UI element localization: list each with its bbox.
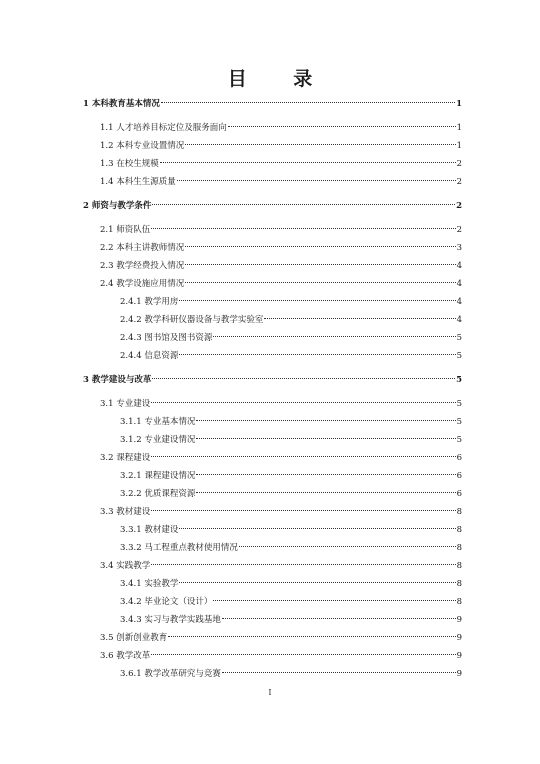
dot-leader (264, 318, 455, 319)
toc-entry[interactable] (120, 596, 462, 608)
toc-entry-page: 5 (456, 399, 462, 409)
toc-entry[interactable] (100, 158, 462, 170)
dot-leader (179, 300, 455, 301)
toc-entry-label: 2.4.3 图书馆及图书资源 (120, 333, 213, 343)
toc-entry[interactable] (120, 434, 462, 446)
toc-entry[interactable] (100, 140, 462, 152)
toc-entry-label: 3.6 教学改革 (100, 651, 151, 661)
toc-entry-label: 3.1.2 专业建设情况 (120, 435, 196, 445)
toc-entry-label: 3.3.1 教材建设 (120, 525, 179, 535)
dot-leader (152, 378, 455, 379)
toc-entry-label: 3.1 专业建设 (100, 399, 151, 409)
toc-entry-label: 2.2 本科主讲教师情况 (100, 243, 185, 253)
dot-leader (213, 600, 455, 601)
dot-leader (161, 102, 455, 103)
dot-leader (160, 162, 456, 163)
toc-entry[interactable] (83, 200, 462, 212)
toc-entry-page: 6 (456, 489, 462, 499)
toc-entry-page: 4 (456, 297, 462, 307)
toc-entry[interactable] (100, 632, 462, 644)
dot-leader (222, 672, 456, 673)
toc-entry-label: 1.3 在校生规模 (100, 159, 159, 169)
toc-entry[interactable] (100, 242, 462, 254)
toc-entry-page: 5 (456, 435, 462, 445)
toc-entry-page: 2 (456, 201, 462, 211)
toc-entry[interactable] (100, 122, 462, 134)
toc-entry-label: 3.4.2 毕业论文（设计） (120, 597, 213, 607)
dot-leader (196, 420, 455, 421)
dot-leader (185, 144, 455, 145)
toc-entry-label: 2 师资与教学条件 (83, 201, 152, 211)
toc-entry-page: 5 (456, 375, 462, 385)
toc-entry[interactable] (120, 416, 462, 428)
toc-entry-label: 1 本科教育基本情况 (83, 99, 160, 109)
toc-entry[interactable] (120, 524, 462, 536)
toc-entry-label: 3 教学建设与改革 (83, 375, 152, 385)
toc-entry-page: 9 (456, 669, 462, 679)
toc-entry-page: 2 (456, 159, 462, 169)
toc-entry[interactable] (120, 332, 462, 344)
toc-entry-label: 3.6.1 教学改革研究与竞赛 (120, 669, 221, 679)
dot-leader (168, 636, 455, 637)
dot-leader (151, 654, 455, 655)
toc-entry-page: 6 (456, 471, 462, 481)
toc-entry-page: 5 (456, 417, 462, 427)
dot-leader (151, 564, 455, 565)
dot-leader (185, 282, 455, 283)
toc-entry[interactable] (100, 260, 462, 272)
toc-entry-page: 4 (456, 261, 462, 271)
toc-entry-page: 1 (456, 99, 462, 109)
toc-entry-label: 3.3.2 马工程重点教材使用情况 (120, 543, 238, 553)
toc-entry[interactable] (120, 296, 462, 308)
dot-leader (185, 246, 455, 247)
toc-entry-label: 3.4 实践教学 (100, 561, 151, 571)
dot-leader (239, 546, 456, 547)
toc-entry-page: 9 (456, 651, 462, 661)
dot-leader (151, 510, 455, 511)
page-number: I (268, 688, 272, 697)
toc-entry[interactable] (100, 278, 462, 290)
toc-entry[interactable] (120, 314, 462, 326)
toc-entry[interactable] (120, 578, 462, 590)
toc-entry[interactable] (100, 398, 462, 410)
toc-entry-page: 1 (456, 141, 462, 151)
toc-entry-label: 3.1.1 专业基本情况 (120, 417, 196, 427)
dot-leader (151, 456, 455, 457)
dot-leader (222, 618, 456, 619)
toc-entry-label: 1.2 本科专业设置情况 (100, 141, 185, 151)
toc-entry[interactable] (120, 470, 462, 482)
toc-entry[interactable] (83, 98, 462, 110)
dot-leader (213, 336, 455, 337)
toc-entry-label: 3.4.3 实习与教学实践基地 (120, 615, 221, 625)
toc-entry-page: 9 (456, 633, 462, 643)
toc-entry-page: 8 (456, 543, 462, 553)
dot-leader (151, 228, 455, 229)
toc-entry-label: 2.4.4 信息资源 (120, 351, 179, 361)
page-title: 目 录 (227, 68, 333, 90)
toc-entry-label: 2.1 师资队伍 (100, 225, 151, 235)
toc-entry-page: 3 (456, 243, 462, 253)
toc-entry-label: 2.4.1 教学用房 (120, 297, 179, 307)
toc-entry-page: 8 (456, 561, 462, 571)
toc-entry-label: 3.3 教材建设 (100, 507, 151, 517)
toc-entry-page: 5 (456, 333, 462, 343)
toc-entry[interactable] (100, 560, 462, 572)
dot-leader (179, 528, 455, 529)
dot-leader (152, 204, 455, 205)
dot-leader (177, 180, 456, 181)
toc-entry-label: 3.4.1 实验教学 (120, 579, 179, 589)
dot-leader (228, 126, 456, 127)
toc-entry-label: 1.4 本科生生源质量 (100, 177, 176, 187)
toc-entry-page: 5 (456, 351, 462, 361)
toc-entry-label: 3.2 课程建设 (100, 453, 151, 463)
toc-entry-label: 3.2.1 课程建设情况 (120, 471, 196, 481)
toc-entry[interactable] (100, 506, 462, 518)
dot-leader (179, 354, 455, 355)
toc-entry-page: 8 (456, 579, 462, 589)
toc-entry[interactable] (83, 374, 462, 386)
toc-entry-page: 4 (456, 279, 462, 289)
dot-leader (196, 438, 455, 439)
toc-entry-label: 1.1 人才培养目标定位及服务面向 (100, 123, 227, 133)
toc-entry-page: 8 (456, 507, 462, 517)
toc-entry[interactable] (100, 176, 462, 188)
toc-entry-page: 8 (456, 525, 462, 535)
toc-entry-page: 2 (456, 225, 462, 235)
toc-entry[interactable] (120, 350, 462, 362)
toc-entry-label: 2.4 教学设施应用情况 (100, 279, 185, 289)
toc-entry[interactable] (120, 542, 462, 554)
dot-leader (196, 474, 455, 475)
toc-entry-page: 6 (456, 453, 462, 463)
dot-leader (179, 582, 455, 583)
toc-entry-page: 9 (456, 615, 462, 625)
toc-entry[interactable] (120, 488, 462, 500)
dot-leader (185, 264, 455, 265)
toc-entry-page: 1 (456, 123, 462, 133)
dot-leader (196, 492, 455, 493)
toc-entry[interactable] (100, 224, 462, 236)
toc-entry-page: 2 (456, 177, 462, 187)
toc-entry[interactable] (100, 650, 462, 662)
toc-entry-label: 2.3 教学经费投入情况 (100, 261, 185, 271)
toc-entry[interactable] (100, 452, 462, 464)
toc-entry[interactable] (120, 668, 462, 680)
toc-entry-label: 3.5 创新创业教育 (100, 633, 168, 643)
toc-entry-label: 2.4.2 教学科研仪器设备与教学实验室 (120, 315, 264, 325)
toc-entry-page: 4 (456, 315, 462, 325)
toc-entry-page: 8 (456, 597, 462, 607)
dot-leader (151, 402, 455, 403)
toc-entry-label: 3.2.2 优质课程资源 (120, 489, 196, 499)
toc-entry[interactable] (120, 614, 462, 626)
